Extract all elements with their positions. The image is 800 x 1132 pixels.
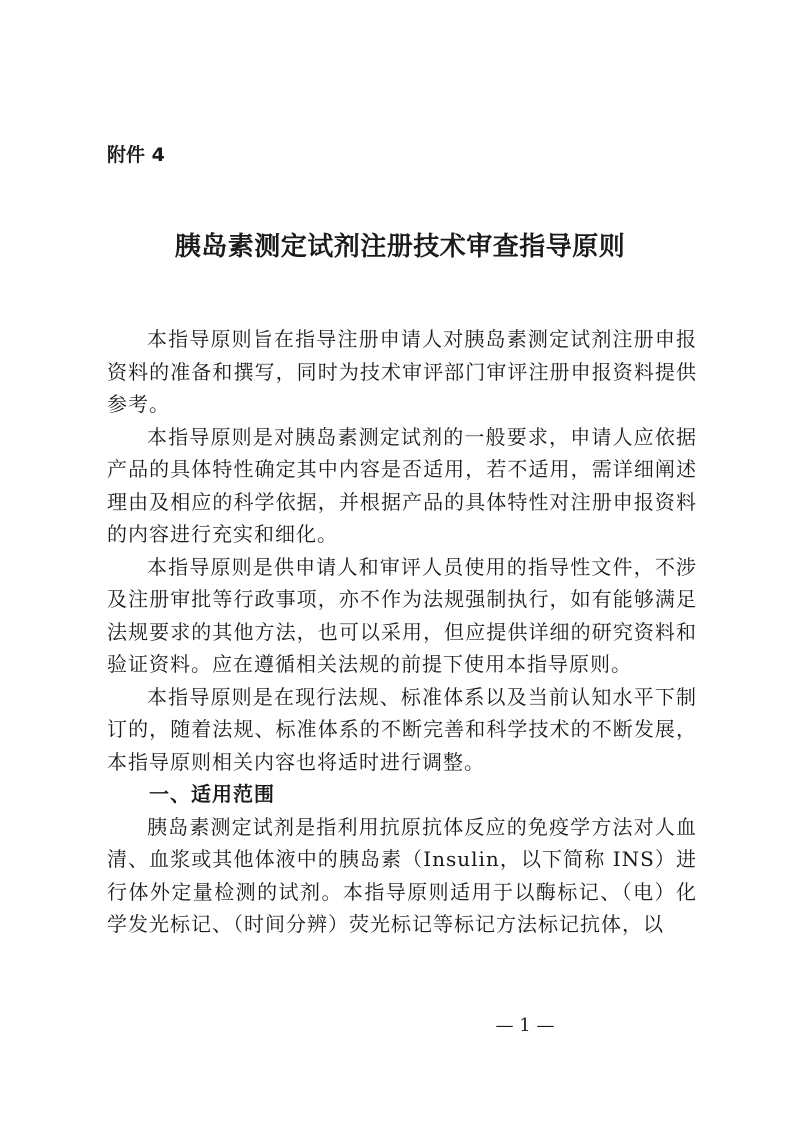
paragraph-purpose: 本指导原则旨在指导注册申请人对胰岛素测定试剂注册申报资料的准备和撰写，同时为技术审评部门审评注册申报资料提供参考。 (107, 327, 697, 416)
paragraph-guidance-nature: 本指导原则是供申请人和审评人员使用的指导性文件，不涉及注册审批等行政事项，亦不作为法规强制执行，如有能够满足法规要求的其他方法，也可以采用，但应提供详细的研究资料和验证资料。应在遵循相关法规的前提下使用本指导原则。 (107, 554, 697, 676)
attachment-label: 附件 4 (107, 144, 165, 166)
page-number: — 1 — (495, 1015, 555, 1036)
paragraph-general-requirements: 本指导原则是对胰岛素测定试剂的一般要求，申请人应依据产品的具体特性确定其中内容是否适用，若不适用，需详细阐述理由及相应的科学依据，并根据产品的具体特性对注册申报资料的内容进行充实和细化。 (107, 424, 697, 546)
paragraph-scope: 胰岛素测定试剂是指利用抗原抗体反应的免疫学方法对人血清、血浆或其他体液中的胰岛素（Insulin，以下简称 INS）进行体外定量检测的试剂。本指导原则适用于以酶标记、（电）化学发光标记、（时间分辨）荧光标记等标记方法标记抗体，以 (107, 814, 697, 936)
paragraph-revision: 本指导原则是在现行法规、标准体系以及当前认知水平下制订的，随着法规、标准体系的不断完善和科学技术的不断发展，本指导原则相关内容也将适时进行调整。 (107, 684, 697, 774)
document-title: 胰岛素测定试剂注册技术审查指导原则 (174, 232, 626, 262)
section-heading-scope: 一、适用范围 (149, 782, 275, 806)
document-body (107, 323, 697, 941)
